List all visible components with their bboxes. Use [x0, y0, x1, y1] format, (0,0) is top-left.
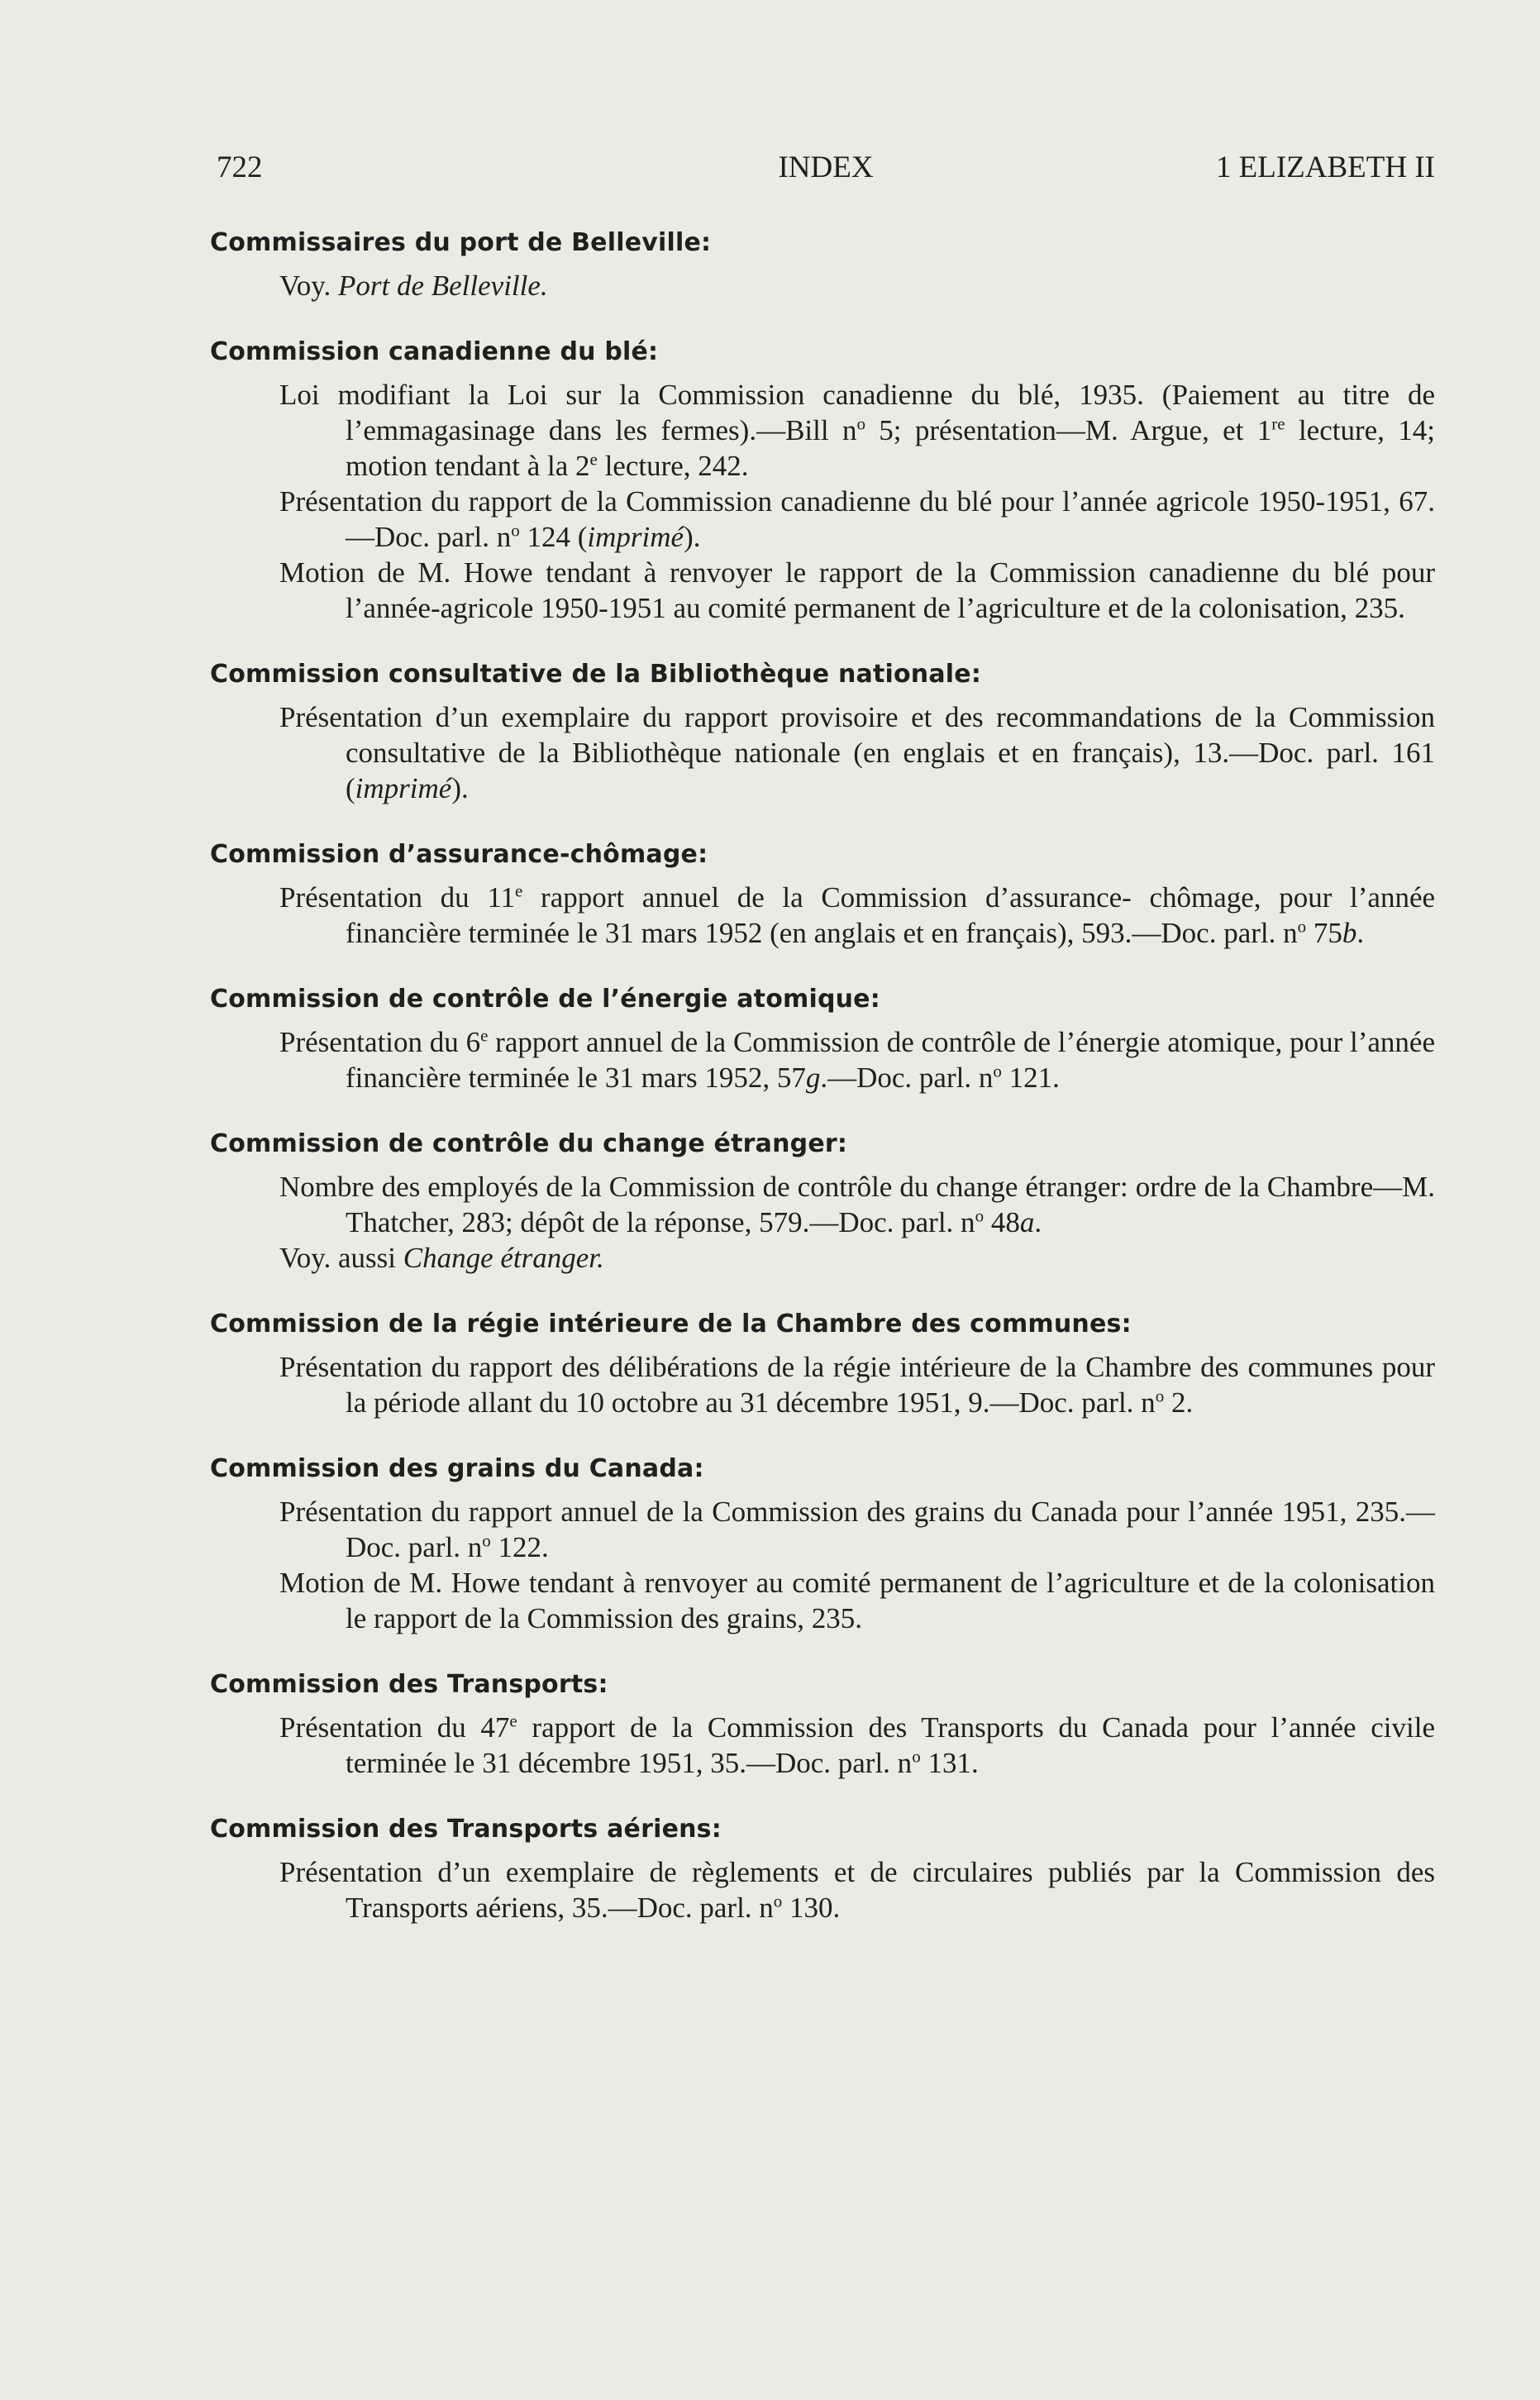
index-entry: Voy. Port de Belleville. [279, 270, 548, 302]
index-section [207, 1451, 1435, 1636]
section-heading: Commission canadienne du blé: [210, 337, 659, 366]
index-content [207, 225, 1435, 1956]
index-entry: Présentation du 11e rapport annuel de la Commission d’assurance- chômage, pour l’année financière terminée le 31 mars 1952 (en anglais et en français), 593.—Doc. parl. $n^o$ 75b. [279, 880, 1436, 949]
index-section [207, 1667, 1435, 1781]
running-title: INDEX [778, 150, 874, 184]
section-heading: Commission des Transports: [210, 1670, 608, 1699]
index-section [207, 981, 1435, 1095]
index-entry: Nombre des employés de la Commission de contrôle du change étranger: ordre de la Chambre—M. Thatcher, 283; dépôt de la réponse, 579.—Doc. parl. $n^o$ 48a. [279, 1171, 1435, 1238]
section-heading: Commission de contrôle de l’énergie atomique: [210, 985, 880, 1014]
index-section [207, 1126, 1435, 1276]
section-heading: Commission des Transports aériens: [210, 1815, 722, 1844]
index-section [207, 1306, 1435, 1420]
page-number: 722 [217, 150, 263, 184]
index-section [207, 656, 1435, 806]
index-entry: Présentation du rapport de la Commission canadienne du blé pour l’année agricole 1950-1951, 67.—Doc. parl. $n^o$ 124 (imprimé). [279, 485, 1435, 553]
page-header [217, 147, 1435, 188]
index-section [207, 837, 1435, 951]
section-heading: Commissaires du port de Belleville: [210, 228, 712, 257]
index-section [207, 225, 1435, 303]
index-entry: Présentation d’un exemplaire du rapport provisoire et des recommandations de la Commission consultative de la Bibliothèque nationale (en englais et en français), 13.—Doc. parl. 161 (imprimé). [279, 701, 1435, 804]
index-entry: Présentation d’un exemplaire de règlements et de circulaires publiés par la Commission des Transports aériens, 35.—Doc. parl. $n^o$ 130. [279, 1856, 1435, 1924]
index-entry: Présentation du 6e rapport annuel de la Commission de contrôle de l’énergie atomique, pour l’année financière terminée le 31 mars 1952, 57g.—Doc. parl. $n^o$ 121. [279, 1025, 1435, 1094]
index-entry: Présentation du rapport annuel de la Commission des grains du Canada pour l’année 1951, 235.—Doc. parl. $n^o$ 122. [279, 1496, 1435, 1563]
index-entry: Loi modifiant la Loi sur la Commission canadienne du blé, 1935. (Paiement au titre de l’emmagasinage dans les fermes).—Bill $n^o$ 5; présentation—M. Argue, et 1re lecture, 14; motion tendant à la 2e lecture, 242. [279, 379, 1435, 482]
index-entry: Voy. aussi Change étranger. [279, 1242, 604, 1274]
section-heading: Commission d’assurance-chômage: [210, 840, 708, 869]
index-entry: Présentation du rapport des délibérations de la régie intérieure de la Chambre des communes pour la période allant du 10 octobre au 31 décembre 1951, 9.—Doc. parl. $n^o$ 2. [279, 1351, 1435, 1419]
index-entry: Motion de M. Howe tendant à renvoyer le rapport de la Commission canadienne du blé pour l’année-agricole 1950-1951 au comité permanent de l’agriculture et de la colonisation, 235. [279, 556, 1435, 624]
section-heading: Commission de contrôle du change étranger: [210, 1129, 848, 1158]
index-section [207, 1811, 1435, 1925]
index-entry: Motion de M. Howe tendant à renvoyer au comité permanent de l’agriculture et de la colonisation le rapport de la Commission des grains, 235. [279, 1567, 1435, 1634]
section-heading: Commission des grains du Canada: [210, 1454, 704, 1483]
section-heading: Commission consultative de la Bibliothèque nationale: [210, 660, 982, 689]
index-section [207, 334, 1435, 626]
reign-label: 1 ELIZABETH II [1215, 150, 1435, 184]
section-heading: Commission de la régie intérieure de la Chambre des communes: [210, 1310, 1132, 1338]
index-entry: Présentation du 47e rapport de la Commission des Transports du Canada pour l’année civile terminée le 31 décembre 1951, 35.—Doc. parl. $n^o$ 131. [279, 1711, 1435, 1779]
